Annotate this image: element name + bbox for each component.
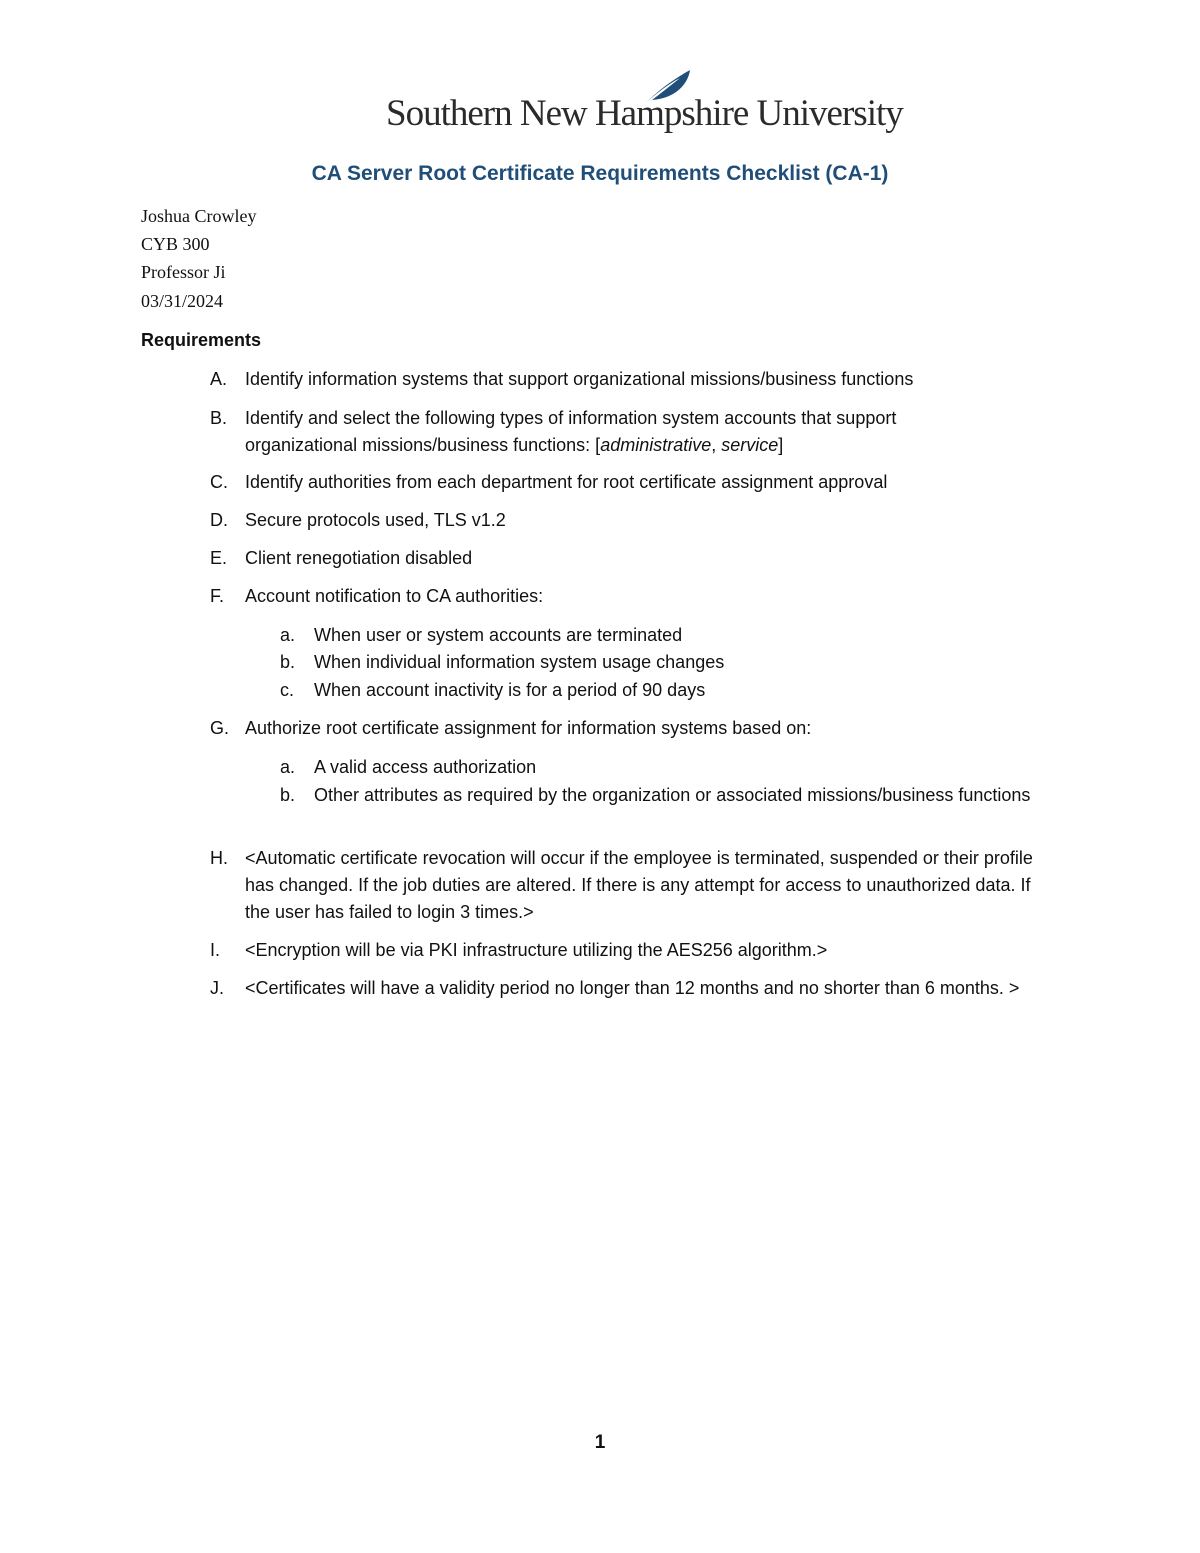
sub-item-text: When user or system accounts are terminated xyxy=(314,625,683,645)
item-letter: J. xyxy=(210,978,225,998)
item-text: Identify information systems that support organizational missions/business functions xyxy=(245,369,914,389)
sub-item-letter: b. xyxy=(280,652,296,672)
item-letter: E. xyxy=(210,548,228,568)
item-text: Identify and select the following types of information system accounts that support organizational missions/business functions: [administrative, service] xyxy=(245,408,897,455)
item-letter: F. xyxy=(210,586,225,606)
item-text: Account notification to CA authorities: xyxy=(245,586,544,606)
item-text: Secure protocols used, TLS v1.2 xyxy=(245,510,506,530)
item-letter: A. xyxy=(210,369,228,389)
item-letter: B. xyxy=(210,408,228,428)
item-letter: D. xyxy=(210,510,228,530)
logo-wordmark: Southern New Hampshire University xyxy=(386,93,903,134)
item-letter: I. xyxy=(210,940,221,960)
document-title: CA Server Root Certificate Requirements Checklist (CA-1) xyxy=(311,162,889,185)
sub-item-text: When individual information system usage changes xyxy=(314,652,725,672)
item-text: <Encryption will be via PKI infrastructure utilizing the AES256 algorithm.> xyxy=(245,940,828,960)
professor-name: Professor Ji xyxy=(141,262,226,283)
requirements-heading: Requirements xyxy=(141,330,262,350)
sub-item-letter: b. xyxy=(280,785,296,805)
page-number: 1 xyxy=(594,1432,606,1453)
author-name: Joshua Crowley xyxy=(141,206,257,226)
item-letter: C. xyxy=(210,472,228,492)
sub-item-text: Other attributes as required by the organization or associated missions/business functions xyxy=(314,785,1031,805)
sub-item-text: When account inactivity is for a period of 90 days xyxy=(314,680,706,700)
sub-item-letter: a. xyxy=(280,625,296,645)
sub-item-letter: c. xyxy=(280,680,295,700)
item-letter: H. xyxy=(210,848,228,868)
item-text: Client renegotiation disabled xyxy=(245,548,473,568)
university-logo xyxy=(386,68,903,140)
author-block xyxy=(141,202,257,315)
item-text: <Automatic certificate revocation will occur if the employee is terminated, suspended or their profile has changed. If the job duties are altered. If there is any attempt for access to unauthorized data. If the user has failed to login 3 times.> xyxy=(245,848,1033,922)
sub-item-text: A valid access authorization xyxy=(314,757,537,777)
sub-item-letter: a. xyxy=(280,757,296,777)
course-code: CYB 300 xyxy=(141,234,210,255)
item-text: Identify authorities from each department for root certificate assignment approval xyxy=(245,472,888,492)
item-text: Authorize root certificate assignment for information systems based on: xyxy=(245,718,812,738)
item-letter: G. xyxy=(210,718,230,738)
item-text: <Certificates will have a validity period no longer than 12 months and no shorter than 6 months. > xyxy=(245,978,1020,998)
submission-date: 03/31/2024 xyxy=(141,290,224,311)
